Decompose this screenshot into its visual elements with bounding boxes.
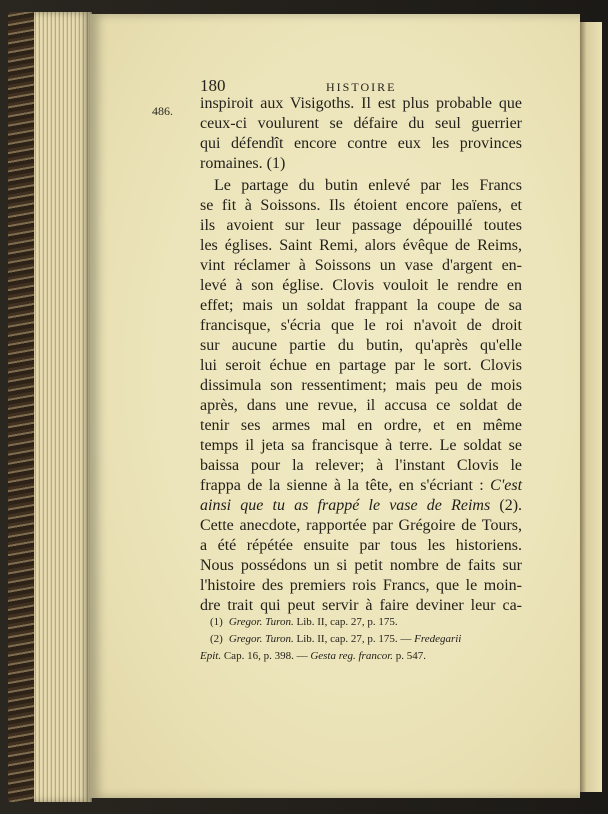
text-line: ceux-ci voulurent se défaire du seul guerrier xyxy=(200,115,522,132)
text-line: francisque, s'écria que le roi n'avoit de droit xyxy=(200,317,522,334)
text-line-with-quote xyxy=(200,476,522,496)
text-line: dre trait qui peut servir à faire deviner leur ca- xyxy=(200,597,522,614)
text-line: Cette anecdote, rapportée par Grégoire de Tours, xyxy=(200,517,522,534)
text-line: tenir ses armes mal en ordre, et en même xyxy=(200,417,522,434)
page-edges xyxy=(34,12,92,802)
footnote-ref-text: Cap. 16, p. 398. — xyxy=(223,650,308,662)
footnote-author: Gregor. Turon. xyxy=(228,616,294,628)
margin-year: 486. xyxy=(152,104,173,118)
footnote-2-continued xyxy=(200,648,518,664)
footnote-1 xyxy=(210,614,528,630)
footnote-ref: (2). xyxy=(499,497,523,514)
text-line: dissimula son ressentiment; mais peu de mois xyxy=(200,377,522,394)
footnote-2 xyxy=(210,631,528,647)
facing-page-edge xyxy=(580,22,602,792)
text-line: inspiroit aux Visigoths. Il est plus probable que xyxy=(200,95,522,112)
footnote-author: Epit. xyxy=(200,650,222,662)
text-line: a été répétée ensuite par tous les historiens. xyxy=(200,537,522,554)
text-line: sur aucune partie du butin, qu'après qu'elle xyxy=(200,337,522,354)
footnote-ref-text: Lib. II, cap. 27, p. 175. — xyxy=(296,633,412,645)
text-line: baissa pour la relever; à l'instant Clovis le xyxy=(200,457,522,474)
text-line: temps il jeta sa francisque à terre. Le soldat se xyxy=(200,437,522,454)
quote-text: ainsi que tu as frappé le vase de Reims xyxy=(200,497,491,514)
footnote-author: Fredegarii xyxy=(414,633,462,645)
footnote-author: Gesta reg. francor. xyxy=(310,650,394,662)
text-line: Nous possédons un si petit nombre de faits sur xyxy=(200,557,522,574)
text-line: après, dans une revue, il accusa ce soldat de xyxy=(200,397,522,414)
footnote-ref-text: Lib. II, cap. 27, p. 175. xyxy=(296,616,398,628)
footnote-mark: (1) xyxy=(210,616,223,628)
text-line: les églises. Saint Remi, alors évêque de Reims, xyxy=(200,237,522,254)
page-number: 180 xyxy=(200,76,226,95)
text-line: lui seroit échue en partage par le sort. Clovis xyxy=(200,357,522,374)
footnote-ref-text: p. 547. xyxy=(395,650,427,662)
text-line: romaines. (1) xyxy=(200,155,286,172)
quote-start: C'est xyxy=(490,477,523,494)
text-line: qui défendît encore contre eux les provinces xyxy=(200,135,522,152)
text-line: Le partage du butin enlevé par les Francs xyxy=(214,177,522,194)
footnote-author: Gregor. Turon. xyxy=(228,633,294,645)
text-line: levé à son église. Clovis vouloit le rendre en xyxy=(200,277,522,294)
running-head: HISTOIRE xyxy=(326,80,397,94)
text-segment: frappa de la sienne à la tête, en s'écriant : xyxy=(200,477,484,494)
text-line: se fit à Soissons. Ils étoient encore païens, et xyxy=(200,197,522,214)
text-line: l'histoire des premiers rois Francs, que le moin- xyxy=(200,577,522,594)
text-line: ils avoient sur leur passage dépouillé toutes xyxy=(200,217,522,234)
marbled-binding xyxy=(8,12,36,802)
text-line: effet; mais un soldat frappant la coupe de sa xyxy=(200,297,522,314)
footnote-mark: (2) xyxy=(210,633,223,645)
text-line: vint réclamer à Soissons un vase d'argent en- xyxy=(200,257,522,274)
quote-line xyxy=(200,496,522,516)
